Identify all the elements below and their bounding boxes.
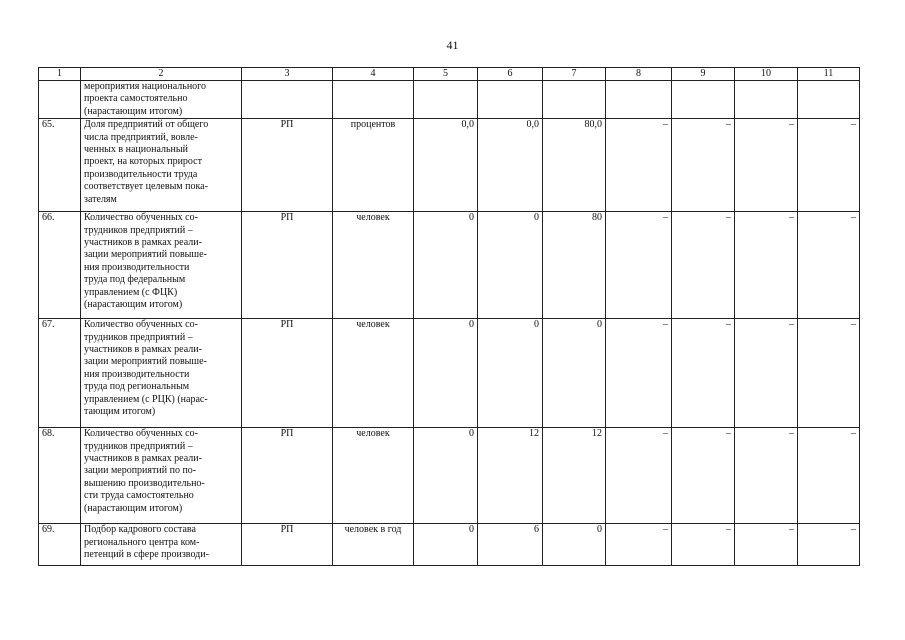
column-header: 6 <box>478 68 543 81</box>
name-line: ния производительности <box>84 368 190 380</box>
name-line: зации мероприятий повыше- <box>84 249 207 261</box>
source-cell: РП <box>242 524 333 566</box>
value-cell: 0 <box>414 212 478 319</box>
value-cell <box>672 81 735 119</box>
source-cell <box>242 81 333 119</box>
row-number: 65. <box>39 119 81 212</box>
value-cell: – <box>735 119 798 212</box>
value-cell: – <box>735 428 798 524</box>
indicator-name <box>81 212 242 319</box>
value-cell: 0 <box>543 319 606 428</box>
value-cell: 12 <box>543 428 606 524</box>
row-number: 68. <box>39 428 81 524</box>
name-line: Доля предприятий от общего <box>84 119 209 131</box>
name-line: ния производительности <box>84 261 190 273</box>
value-cell: – <box>798 212 860 319</box>
value-cell: – <box>672 428 735 524</box>
name-line: вышению производительно- <box>84 477 205 489</box>
value-cell: 0 <box>478 212 543 319</box>
value-cell: 80 <box>543 212 606 319</box>
name-line: управлением (с РЦК) (нарас- <box>84 393 208 405</box>
name-line: участников в рамках реали- <box>84 344 202 356</box>
indicator-name <box>81 319 242 428</box>
column-header: 10 <box>735 68 798 81</box>
value-cell <box>798 81 860 119</box>
value-cell: 80,0 <box>543 119 606 212</box>
name-line: тающим итогом) <box>84 406 156 418</box>
indicator-name <box>81 119 242 212</box>
name-line: сти труда самостоятельно <box>84 490 194 502</box>
value-cell: – <box>672 212 735 319</box>
name-line: трудников предприятий – <box>84 224 193 236</box>
name-line: управлением (с ФЦК) <box>84 286 178 298</box>
name-line: Количество обученных со- <box>84 319 198 331</box>
name-line: зации мероприятий по по- <box>84 465 197 477</box>
value-cell: – <box>606 119 672 212</box>
table-row <box>39 428 860 524</box>
indicator-name <box>81 428 242 524</box>
name-line: участников в рамках реали- <box>84 453 202 465</box>
table-row <box>39 319 860 428</box>
name-line: зации мероприятий повыше- <box>84 356 207 368</box>
column-header: 3 <box>242 68 333 81</box>
name-line: мероприятия национального <box>84 81 207 92</box>
column-header: 5 <box>414 68 478 81</box>
value-cell: – <box>735 524 798 566</box>
value-cell: – <box>606 428 672 524</box>
source-cell: РП <box>242 428 333 524</box>
unit-cell: человек <box>333 319 414 428</box>
value-cell: – <box>672 319 735 428</box>
header-row <box>39 68 860 81</box>
table-row <box>39 212 860 319</box>
value-cell <box>414 81 478 119</box>
value-cell <box>478 81 543 119</box>
value-cell: – <box>798 524 860 566</box>
value-cell: – <box>735 212 798 319</box>
source-cell: РП <box>242 319 333 428</box>
source-cell: РП <box>242 212 333 319</box>
value-cell <box>543 81 606 119</box>
value-cell: 0,0 <box>478 119 543 212</box>
name-line: (нарастающим итогом) <box>84 299 183 311</box>
value-cell: – <box>735 319 798 428</box>
unit-cell: человек <box>333 212 414 319</box>
table-row <box>39 524 860 566</box>
indicators-table <box>38 67 860 566</box>
indicator-name <box>81 524 242 566</box>
page-number: 41 <box>446 38 459 52</box>
source-cell: РП <box>242 119 333 212</box>
column-header: 2 <box>81 68 242 81</box>
name-line: производительности труда <box>84 168 198 180</box>
value-cell: – <box>798 428 860 524</box>
name-line: ченных в национальный <box>84 144 188 156</box>
value-cell: 6 <box>478 524 543 566</box>
value-cell: 0 <box>414 319 478 428</box>
name-line: труда под федеральным <box>84 274 186 286</box>
value-cell: 0 <box>414 428 478 524</box>
name-line: труда под региональным <box>84 381 190 393</box>
value-cell: – <box>798 319 860 428</box>
column-header: 4 <box>333 68 414 81</box>
value-cell <box>735 81 798 119</box>
column-header: 8 <box>606 68 672 81</box>
name-line: участников в рамках реали- <box>84 237 202 249</box>
row-number <box>39 81 81 119</box>
value-cell: 12 <box>478 428 543 524</box>
table-row <box>39 119 860 212</box>
name-line: трудников предприятий – <box>84 440 193 452</box>
value-cell: – <box>606 524 672 566</box>
name-line: Количество обученных со- <box>84 428 198 440</box>
name-line: проекта самостоятельно <box>84 93 188 105</box>
name-line: (нарастающим итогом) <box>84 105 183 117</box>
name-line: соответствует целевым пока- <box>84 181 208 193</box>
name-line: проект, на которых прирост <box>84 156 202 168</box>
name-line: числа предприятий, вовле- <box>84 131 198 143</box>
name-line: регионального центра ком- <box>84 536 200 548</box>
name-line: петенций в сфере производи- <box>84 549 209 561</box>
name-line: трудников предприятий – <box>84 331 193 343</box>
value-cell: – <box>606 212 672 319</box>
unit-cell: человек в год <box>333 524 414 566</box>
column-header: 11 <box>798 68 860 81</box>
row-number: 69. <box>39 524 81 566</box>
value-cell: 0 <box>543 524 606 566</box>
value-cell: – <box>672 119 735 212</box>
indicator-name <box>81 81 242 119</box>
name-line: зателям <box>84 193 117 205</box>
unit-cell: человек <box>333 428 414 524</box>
column-header: 1 <box>39 68 81 81</box>
row-number: 67. <box>39 319 81 428</box>
unit-cell: процентов <box>333 119 414 212</box>
value-cell: – <box>606 319 672 428</box>
table-row <box>39 81 860 119</box>
name-line: (нарастающим итогом) <box>84 502 183 514</box>
value-cell: 0 <box>414 524 478 566</box>
value-cell: – <box>798 119 860 212</box>
row-number: 66. <box>39 212 81 319</box>
column-header: 9 <box>672 68 735 81</box>
value-cell: 0,0 <box>414 119 478 212</box>
name-line: Подбор кадрового состава <box>84 524 196 536</box>
value-cell: – <box>672 524 735 566</box>
unit-cell <box>333 81 414 119</box>
column-header: 7 <box>543 68 606 81</box>
name-line: Количество обученных со- <box>84 212 198 224</box>
value-cell: 0 <box>478 319 543 428</box>
value-cell <box>606 81 672 119</box>
